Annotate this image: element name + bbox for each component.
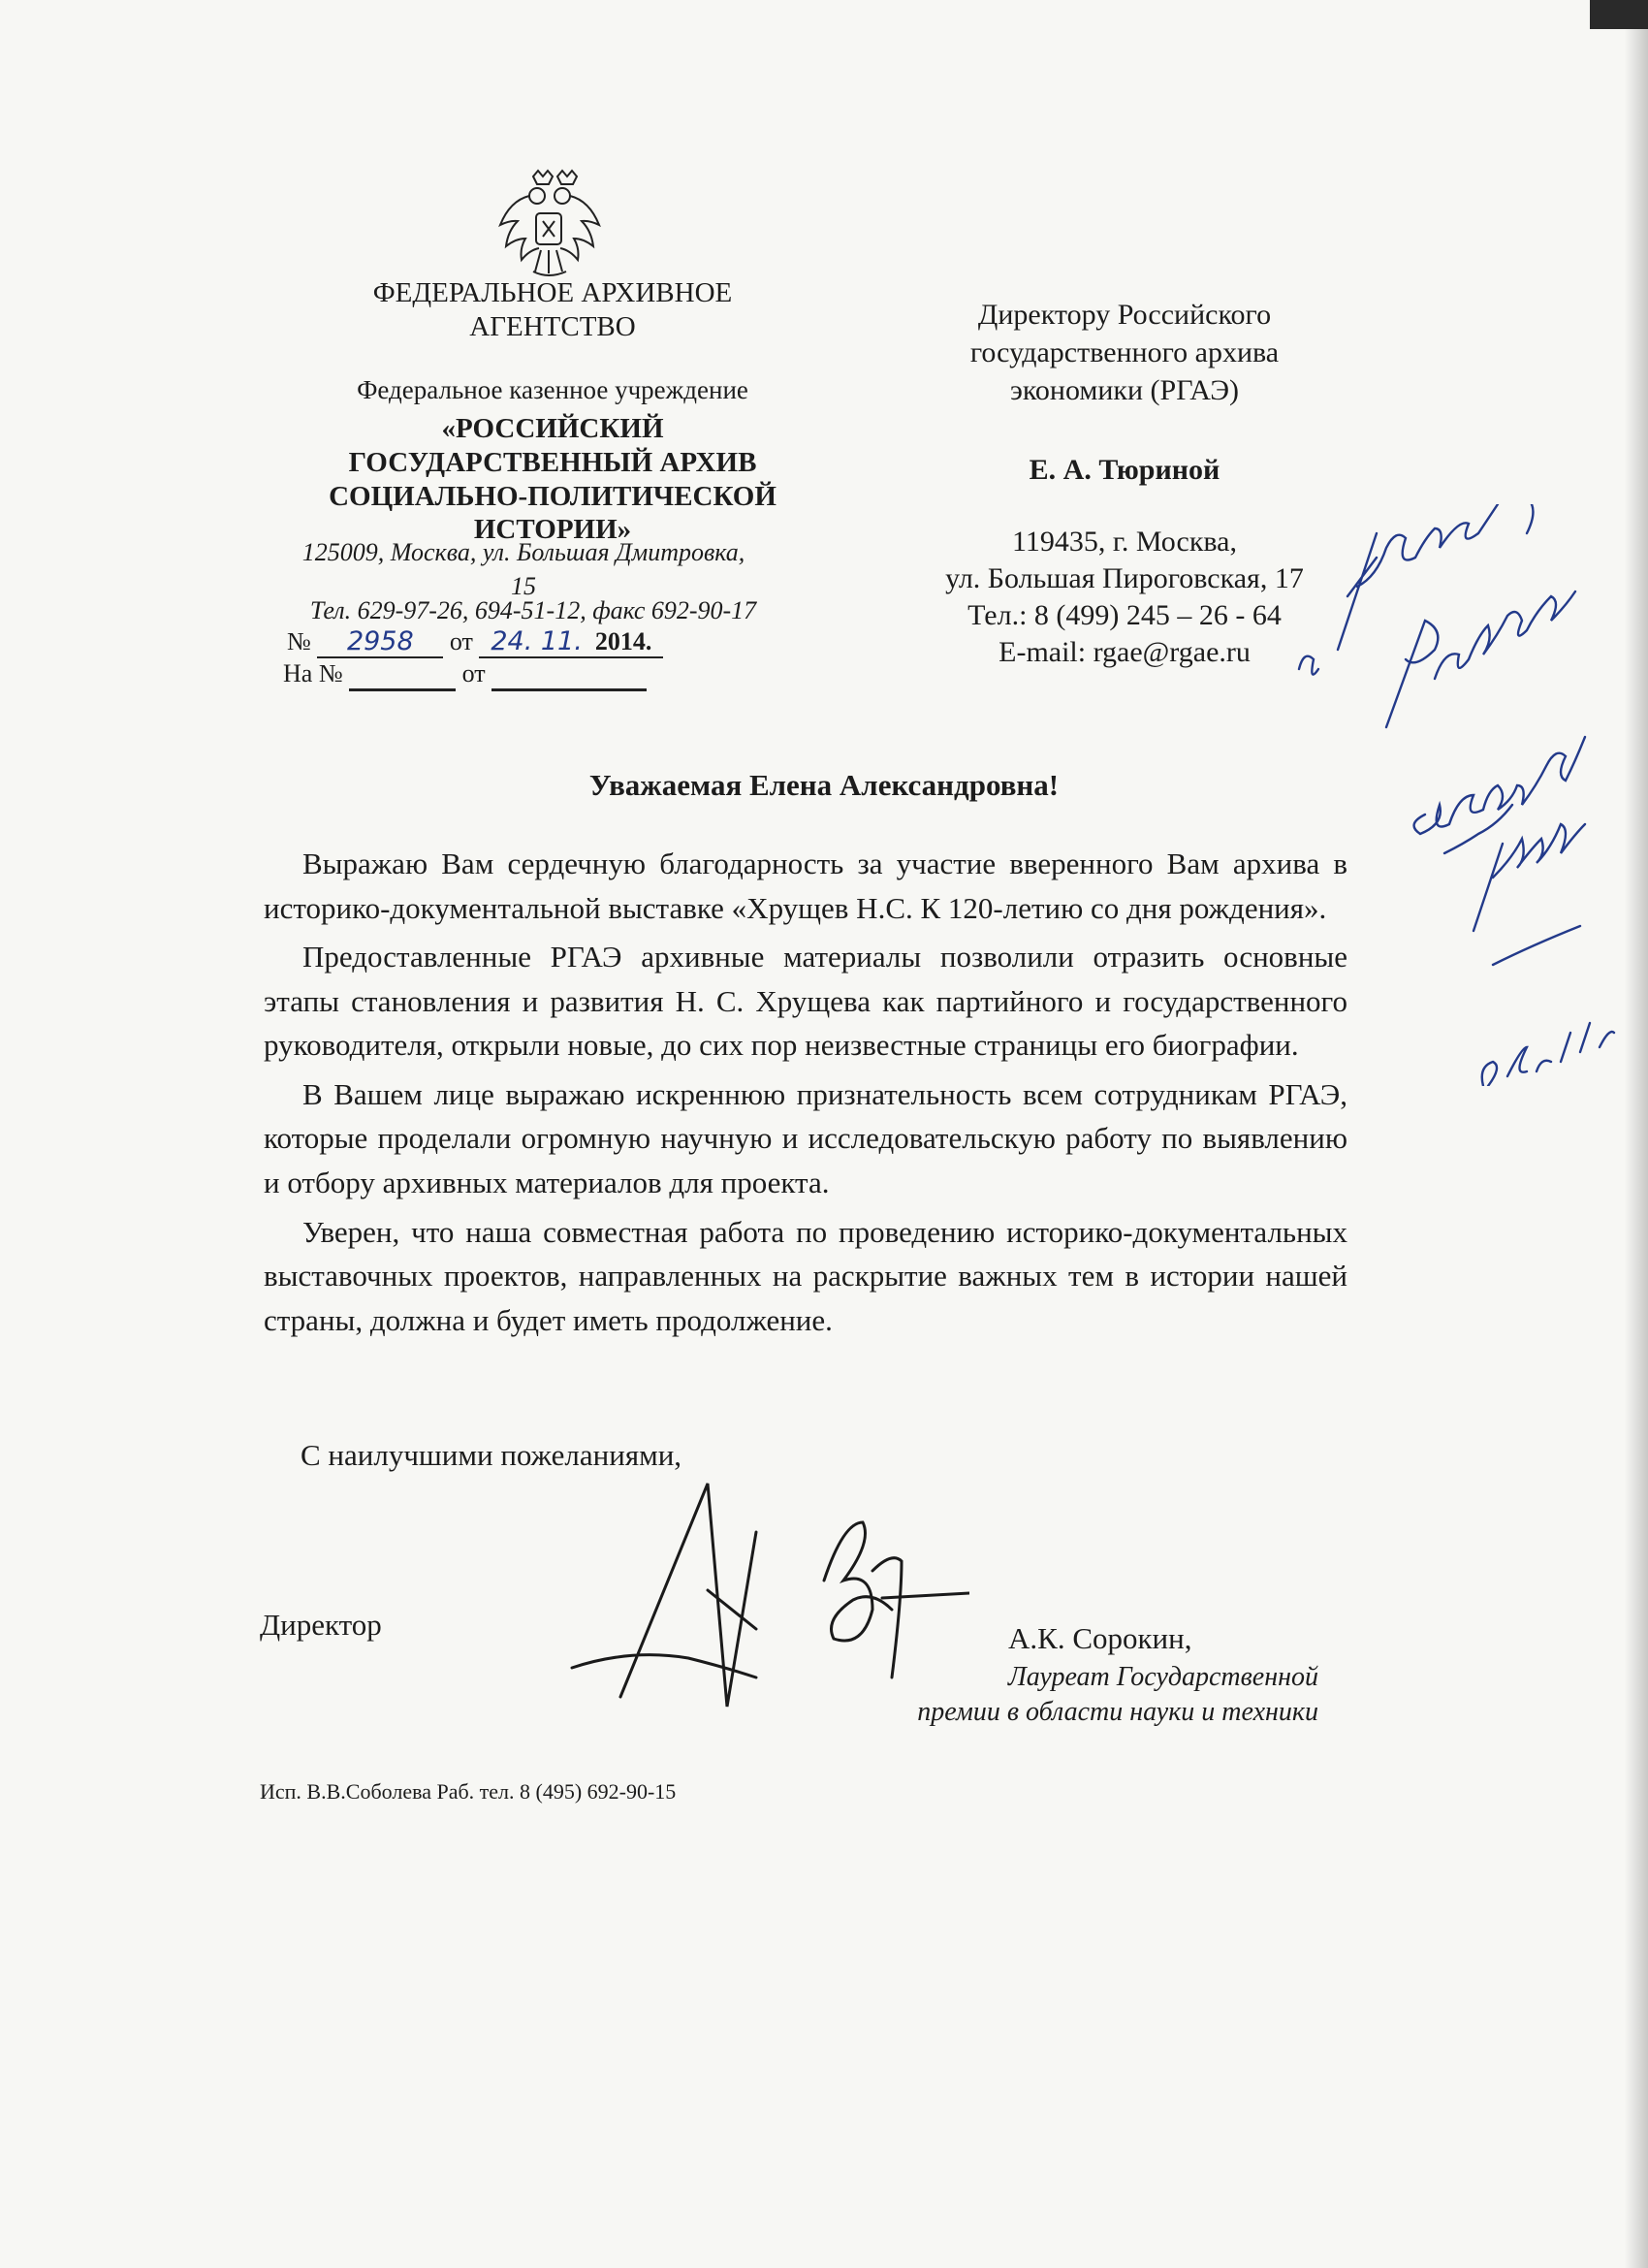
institution-name-line: СОЦИАЛЬНО-ПОЛИТИЧЕСКОЙ: [329, 480, 776, 512]
recipient-address-line: E-mail: rgae@rgae.ru: [998, 636, 1251, 669]
registration-number-value: 2958: [346, 626, 414, 656]
russian-coat-of-arms-icon: [494, 167, 601, 281]
executor-info: Исп. В.В.Соболева Раб. тел. 8 (495) 692-90-15: [260, 1779, 677, 1804]
salutation: Уважаемая Елена Александровна!: [588, 768, 1060, 802]
laureate-line: премии в области науки и техники: [917, 1697, 1318, 1728]
recipient-address-line: ул. Большая Пироговская, 17: [945, 562, 1304, 595]
body-paragraph: Предоставленные РГАЭ архивные материалы позволили отразить основные этапы становления и развития Н. С. Хрущева как партийного и государственного руководителя, открыли новые, до сих пор неизвестные страницы его биографии.: [264, 940, 1347, 1063]
sender-address-line: 15: [511, 572, 536, 601]
institution-name-line: «РОССИЙСКИЙ: [441, 413, 664, 444]
reference-date-field: [491, 659, 647, 691]
recipient-title-line: экономики (РГАЭ): [1009, 374, 1240, 406]
page-edge-shadow: [1625, 0, 1648, 2268]
recipient-title-line: государственного архива: [969, 336, 1280, 368]
registration-number-line: [287, 626, 663, 658]
sender-phones: Тел. 629-97-26, 694-51-12, факс 692-90-17: [309, 596, 757, 624]
recipient-address-line: 119435, г. Москва,: [1012, 526, 1237, 558]
letter-body: [264, 842, 1347, 1347]
sender-agency-line: АГЕНТСТВО: [469, 310, 636, 342]
registration-from-label: от: [449, 627, 473, 655]
reference-number-line: [283, 659, 647, 691]
sender-agency-line: ФЕДЕРАЛЬНОЕ АРХИВНОЕ: [372, 277, 733, 308]
closing-phrase: С наилучшими пожеланиями,: [301, 1438, 682, 1472]
sender-agency: [320, 276, 785, 344]
registration-no-label: №: [287, 627, 311, 655]
reference-from-label: от: [461, 659, 486, 687]
registration-year: 2014.: [594, 627, 652, 655]
institution-name-line: ИСТОРИИ»: [473, 514, 632, 546]
registration-date-value: 24. 11.: [491, 626, 583, 656]
recipient-address-line: Тел.: 8 (499) 245 – 26 - 64: [967, 599, 1282, 632]
signer-position: Директор: [260, 1608, 382, 1642]
signer-name: А.К. Сорокин,: [1008, 1621, 1192, 1655]
recipient-title: [902, 296, 1347, 409]
body-paragraph: Уверен, что наша совместная работа по проведению историко-документальных выставочных проектов, направленных на раскрытие важных тем в истории нашей страны, должна и будет иметь продолжение.: [264, 1214, 1347, 1337]
body-paragraph: В Вашем лице выражаю искреннюю признательность всем сотрудникам РГАЭ, которые проделали огромную научную и исследовательскую работу по выявлению и отбору архивных материалов для проекта.: [264, 1076, 1347, 1199]
institution-name: [262, 412, 843, 547]
institution-type: Федеральное казенное учреждение: [357, 375, 748, 404]
laureate-line: Лауреат Государственной: [1007, 1662, 1318, 1692]
body-paragraph: Выражаю Вам сердечную благодарность за участие вверенного Вам архива в историко-документальной выставке «Хрущев Н.С. К 120-летию со дня рождения».: [264, 847, 1347, 925]
reference-number-field: [349, 659, 456, 691]
registration-date-field: [479, 626, 663, 658]
registration-number-field: [317, 626, 443, 658]
page-corner-dark: [1590, 0, 1648, 29]
sender-address-line: 125009, Москва, ул. Большая Дмитровка,: [301, 538, 745, 566]
reference-no-label: На №: [283, 659, 343, 687]
recipient-name: Е. А. Тюриной: [1029, 454, 1220, 486]
institution-name-line: ГОСУДАРСТВЕННЫЙ АРХИВ: [348, 446, 757, 478]
recipient-title-line: Директору Российского: [977, 299, 1272, 331]
signer-laureate-title: [853, 1660, 1318, 1731]
sender-address: [271, 535, 776, 603]
